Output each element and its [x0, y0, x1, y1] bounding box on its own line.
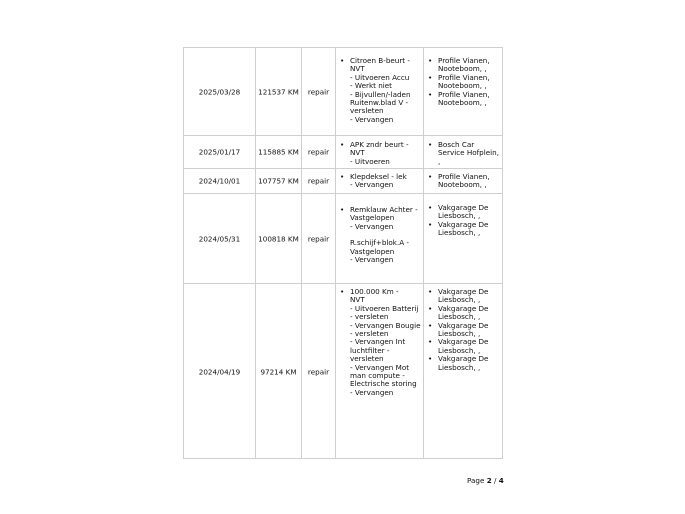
date-cell-text: 2024/04/19	[198, 367, 241, 376]
description-item	[340, 206, 420, 264]
description-line: • Klepdeksel - lek	[350, 172, 407, 181]
description-line: versleten	[350, 106, 384, 116]
location-line: ,	[438, 156, 441, 166]
location-line: Liesbosch, ,	[438, 211, 481, 221]
page-current: 2	[486, 476, 492, 485]
location-line: Liesbosch, ,	[438, 228, 481, 238]
location-line: Nooteboom, ,	[438, 180, 487, 190]
date-cell	[184, 48, 256, 135]
page-total: 4	[498, 476, 504, 485]
mileage-cell	[256, 194, 302, 283]
table-row	[184, 169, 502, 194]
location-item	[428, 91, 499, 108]
location-line: • Vakgarage De	[438, 219, 489, 229]
page-separator: /	[494, 476, 497, 485]
page-number	[467, 476, 504, 485]
mileage-cell-text: 121537 KM	[258, 87, 299, 96]
mileage-cell	[256, 284, 302, 459]
mileage-cell	[256, 48, 302, 135]
description-line: - versleten	[350, 312, 389, 322]
description-line: man compute -	[350, 371, 405, 381]
date-cell	[184, 136, 256, 168]
description-line: luchtfilter -	[350, 345, 390, 355]
type-cell	[302, 284, 336, 459]
location-line: Liesbosch, ,	[438, 345, 481, 355]
description-cell	[336, 284, 424, 459]
type-cell-text: repair	[307, 176, 330, 186]
location-line: Nooteboom, ,	[438, 98, 487, 108]
location-item	[428, 221, 499, 238]
date-cell	[184, 284, 256, 459]
description-line: Vastgelopen	[350, 246, 395, 256]
location-line: Liesbosch, ,	[438, 295, 481, 305]
description-item	[340, 288, 420, 397]
location-line: • Bosch Car	[438, 140, 475, 149]
description-line: - Vervangen Bougie	[350, 320, 421, 330]
type-cell-text: repair	[307, 147, 330, 157]
maintenance-history-table	[183, 47, 503, 459]
table-row	[184, 284, 502, 459]
description-line: Electrische storing	[350, 379, 417, 389]
location-line: • Profile Vianen,	[438, 72, 490, 82]
description-line: R.schijf+blok.A -	[350, 238, 410, 248]
description-line: Ruitenw.blad V -	[350, 98, 409, 108]
location-item	[428, 57, 499, 74]
type-cell-text: repair	[307, 87, 330, 96]
location-line: Liesbosch, ,	[438, 329, 481, 339]
location-line: Nooteboom, ,	[438, 81, 487, 91]
description-line: - Bijvullen/-laden	[350, 89, 411, 99]
description-item	[340, 141, 420, 166]
location-cell	[424, 169, 502, 193]
date-cell-text: 2024/05/31	[198, 234, 241, 243]
description-cell	[336, 169, 424, 193]
type-cell	[302, 48, 336, 135]
description-line: - Uitvoeren	[350, 156, 390, 166]
description-line: NVT	[350, 148, 365, 158]
description-line: - Vervangen	[350, 221, 394, 231]
description-cell	[336, 48, 424, 135]
location-item	[428, 204, 499, 221]
description-line: - Uitvoeren Accu	[350, 72, 410, 82]
location-item	[428, 74, 499, 91]
table-row	[184, 48, 502, 136]
description-line: - Vervangen Mot	[350, 362, 410, 372]
location-item	[428, 141, 499, 166]
description-cell	[336, 194, 424, 283]
location-item	[428, 305, 499, 322]
type-cell	[302, 169, 336, 193]
description-line: - versleten	[350, 329, 389, 339]
description-line: - Uitvoeren Batterij	[350, 303, 419, 313]
location-cell	[424, 284, 502, 459]
description-line: - Vervangen	[350, 387, 394, 397]
table-row	[184, 194, 502, 284]
description-line: • 100.000 Km -	[350, 287, 399, 296]
table-row	[184, 136, 502, 169]
location-line: Service Hofplein,	[438, 148, 499, 158]
location-line: Liesbosch, ,	[438, 362, 481, 372]
description-item	[340, 57, 420, 124]
mileage-cell	[256, 169, 302, 193]
location-cell	[424, 136, 502, 168]
description-cell	[336, 136, 424, 168]
description-line: - Vervangen	[350, 180, 394, 190]
mileage-cell-text: 97214 KM	[260, 367, 297, 376]
location-item	[428, 173, 499, 190]
location-line: Liesbosch, ,	[438, 312, 481, 322]
mileage-cell	[256, 136, 302, 168]
date-cell-text: 2025/01/17	[198, 147, 241, 157]
page-label: Page	[467, 476, 485, 485]
date-cell-text: 2024/10/01	[198, 176, 241, 186]
description-line: • Remklauw Achter -	[350, 205, 418, 214]
location-cell	[424, 48, 502, 135]
location-line: • Profile Vianen,	[438, 172, 490, 181]
description-line: • APK zndr beurt -	[350, 140, 409, 149]
location-line: • Vakgarage De	[438, 203, 489, 212]
location-line: • Vakgarage De	[438, 320, 489, 330]
location-line: • Vakgarage De	[438, 337, 489, 347]
mileage-cell-text: 100818 KM	[258, 234, 299, 243]
mileage-cell-text: 107757 KM	[258, 176, 299, 186]
description-line: Vastgelopen	[350, 213, 395, 223]
location-line: • Profile Vianen,	[438, 89, 490, 99]
location-item	[428, 322, 499, 339]
location-line: • Vakgarage De	[438, 354, 489, 364]
description-line: - Vervangen Int	[350, 337, 406, 347]
type-cell-text: repair	[307, 234, 330, 243]
date-cell	[184, 169, 256, 193]
location-item	[428, 288, 499, 305]
description-line: - Vervangen	[350, 255, 394, 265]
location-line: Nooteboom, ,	[438, 64, 487, 74]
description-line: NVT	[350, 295, 365, 305]
location-cell	[424, 194, 502, 283]
description-item	[340, 173, 420, 190]
type-cell-text: repair	[307, 367, 330, 376]
type-cell	[302, 136, 336, 168]
location-line: • Vakgarage De	[438, 303, 489, 313]
location-line: • Vakgarage De	[438, 287, 489, 296]
location-line: • Profile Vianen,	[438, 56, 490, 65]
type-cell	[302, 194, 336, 283]
description-line: versleten	[350, 354, 384, 364]
description-line: NVT	[350, 64, 365, 74]
date-cell-text: 2025/03/28	[198, 87, 241, 96]
mileage-cell-text: 115885 KM	[258, 147, 299, 157]
location-item	[428, 355, 499, 372]
description-line: - Vervangen	[350, 114, 394, 124]
location-item	[428, 338, 499, 355]
description-line: • Citroen B-beurt -	[350, 56, 411, 65]
description-line: - Werkt niet	[350, 81, 392, 91]
date-cell	[184, 194, 256, 283]
